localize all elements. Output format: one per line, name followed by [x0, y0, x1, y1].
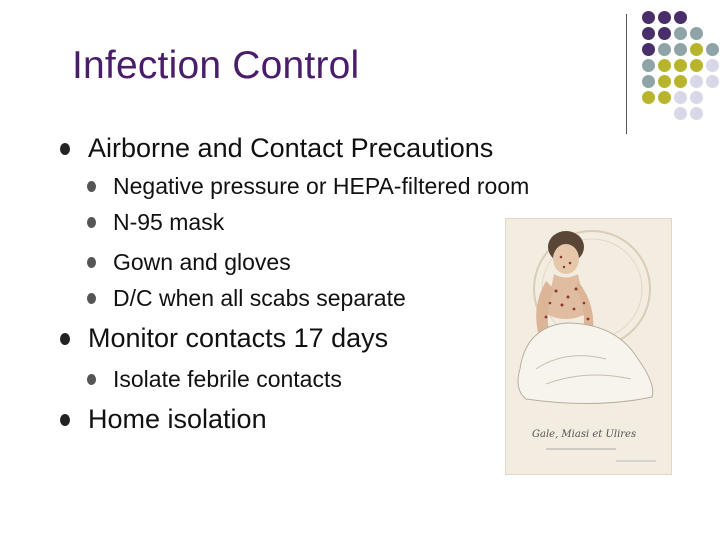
decorative-divider — [626, 14, 627, 134]
list-item-text: Airborne and Contact Precautions — [88, 133, 494, 163]
dot — [674, 43, 687, 56]
list-item — [88, 404, 267, 435]
list-item — [88, 323, 388, 354]
dot — [674, 59, 687, 72]
sub-list-item-text: Isolate febrile contacts — [113, 366, 342, 392]
bullet-icon — [87, 217, 96, 228]
bullet-icon — [87, 374, 96, 385]
dot — [658, 91, 671, 104]
sub-list-item — [113, 249, 291, 276]
dot — [690, 91, 703, 104]
sub-list-item — [113, 173, 529, 200]
dot — [642, 43, 655, 56]
sub-list-item-text: Negative pressure or HEPA-filtered room — [113, 173, 530, 199]
dot — [706, 75, 719, 88]
seated-patient-illustration — [506, 219, 671, 474]
sub-list-item — [113, 366, 342, 393]
dot — [658, 11, 671, 24]
decorative-dot-grid — [637, 11, 717, 121]
dot — [690, 27, 703, 40]
list-item — [88, 133, 493, 164]
historical-illustration — [505, 218, 672, 475]
dot — [642, 91, 655, 104]
list-item-text: Monitor contacts 17 days — [88, 323, 389, 353]
dot — [658, 75, 671, 88]
sub-list-item-text: D/C when all scabs separate — [113, 285, 406, 311]
dot — [690, 59, 703, 72]
bullet-icon — [60, 333, 70, 345]
bullet-icon — [87, 257, 96, 268]
bullet-icon — [87, 181, 96, 192]
sub-list-item-text: N-95 mask — [113, 209, 225, 235]
dot — [674, 11, 687, 24]
dot — [642, 75, 655, 88]
dot — [658, 43, 671, 56]
sub-list-item — [113, 285, 406, 312]
illustration-caption: Gale, Miasi et Ulires — [532, 429, 637, 440]
dot — [674, 27, 687, 40]
bullet-icon — [60, 143, 70, 155]
dot — [674, 107, 687, 120]
dot — [674, 91, 687, 104]
bullet-icon — [87, 293, 96, 304]
sub-list-item-text: Gown and gloves — [113, 249, 291, 275]
dot — [690, 75, 703, 88]
slide-title: Infection Control — [72, 44, 360, 87]
dot — [706, 59, 719, 72]
dot — [706, 43, 719, 56]
list-item-text: Home isolation — [88, 404, 267, 434]
bullet-icon — [60, 414, 70, 426]
sub-list-item — [113, 209, 224, 236]
dot — [658, 27, 671, 40]
dot — [690, 43, 703, 56]
dot — [642, 27, 655, 40]
dot — [690, 107, 703, 120]
dot — [658, 59, 671, 72]
dot — [642, 11, 655, 24]
dot — [642, 59, 655, 72]
dot — [674, 75, 687, 88]
